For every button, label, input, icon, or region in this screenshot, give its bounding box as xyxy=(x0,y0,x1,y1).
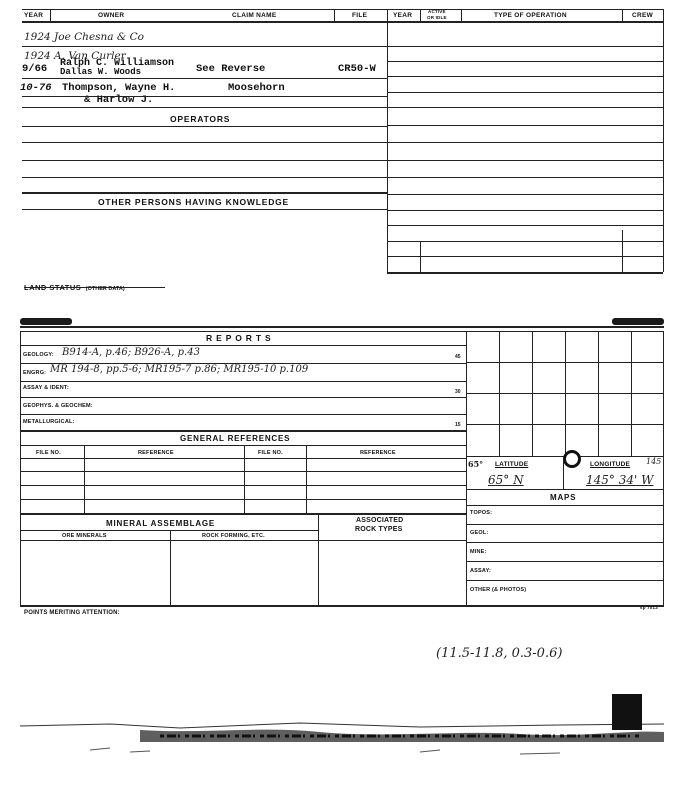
land-status-label: LAND STATUS xyxy=(24,283,82,292)
row-rule xyxy=(22,192,387,194)
coordinates-note: (11.5-11.8, 0.3-0.6) xyxy=(436,646,563,661)
lat-lon-sep xyxy=(563,457,564,489)
engrg-value: MR 194-8, pp.5-6; MR195-7 p.86; MR195-10 p.109 xyxy=(50,364,309,375)
col-year-2: YEAR xyxy=(393,12,413,19)
ref-col-reference: REFERENCE xyxy=(138,450,174,456)
grid-line xyxy=(466,424,663,425)
location-marker-icon xyxy=(563,450,581,468)
owner-4-names-2: & Harlow J. xyxy=(84,94,154,106)
row-rule xyxy=(20,397,466,398)
grid-line xyxy=(598,331,599,457)
lat-prefix: 65° xyxy=(468,459,484,469)
col-claim-name: CLAIM NAME xyxy=(232,12,277,19)
grid-line xyxy=(466,362,663,363)
row-rule xyxy=(20,530,318,531)
row-rule xyxy=(20,540,466,541)
row-rule xyxy=(20,471,466,472)
row-rule xyxy=(20,445,466,446)
reports-right-border xyxy=(663,331,664,605)
hdr-sep xyxy=(50,9,51,21)
maps-title: MAPS xyxy=(550,493,577,502)
right-row-rule xyxy=(387,107,663,108)
right-inner-sep xyxy=(420,241,421,272)
maps-other: OTHER (& PHOTOS) xyxy=(470,587,527,593)
reports-title-rule xyxy=(20,345,466,346)
location-grid xyxy=(466,331,663,457)
form-number: sp 7013 xyxy=(640,605,658,610)
associated-rock-types: ASSOCIATED xyxy=(356,517,404,524)
hdr-sep xyxy=(387,9,388,272)
col-file: FILE xyxy=(352,12,368,19)
n30: 30 xyxy=(455,389,461,395)
row-rule xyxy=(22,142,387,143)
row-rule xyxy=(22,209,387,210)
right-row-rule xyxy=(387,125,663,126)
mineral-assemblage-title: MINERAL ASSEMBLAGE xyxy=(106,519,216,528)
ref-sep xyxy=(306,445,307,513)
right-border xyxy=(663,9,664,272)
lon-suffix: 145 xyxy=(646,457,662,466)
row-rule xyxy=(466,580,663,581)
owner-3-names: Ralph C. Williamson xyxy=(60,58,175,69)
maps-assay: ASSAY: xyxy=(470,568,492,574)
row-rule xyxy=(466,505,663,506)
row-rule xyxy=(22,78,387,79)
grid-line xyxy=(466,393,663,394)
row-rule xyxy=(466,561,663,562)
row-rule xyxy=(22,107,387,108)
owner-3-names-2: Dallas W. Woods xyxy=(60,67,142,77)
reports-top-rule xyxy=(20,326,664,328)
col-crew: CREW xyxy=(632,12,654,19)
latitude-label: LATITUDE xyxy=(495,461,529,468)
n15: 15 xyxy=(455,422,461,428)
col-type-of-operation: TYPE OF OPERATION xyxy=(494,12,567,19)
right-row-rule xyxy=(387,61,663,62)
hdr-sep xyxy=(461,9,462,21)
hdr-sep xyxy=(334,9,335,21)
right-row-rule xyxy=(387,210,663,211)
right-row-rule xyxy=(387,142,663,143)
owner-3-file: CR50-W xyxy=(338,63,376,75)
row-rule xyxy=(20,485,466,486)
owner-3-date: 9/66 xyxy=(22,63,48,75)
row-rule xyxy=(22,46,387,47)
smudge xyxy=(20,318,72,325)
ore-minerals-label: ORE MINERALS xyxy=(62,533,107,539)
right-row-rule xyxy=(387,194,663,195)
row-rule xyxy=(466,542,663,543)
right-row-rule xyxy=(387,76,663,77)
operators-label: OPERATORS xyxy=(170,114,231,124)
col-owner: OWNER xyxy=(98,12,125,19)
row-rule xyxy=(466,524,663,525)
geology-label: GEOLOGY: xyxy=(23,352,54,358)
row-rule xyxy=(20,513,466,515)
maps-mine: MINE: xyxy=(470,549,487,555)
ref-col-reference-2: REFERENCE xyxy=(360,450,396,456)
scan-edge-noise xyxy=(0,690,678,770)
smudge xyxy=(612,318,664,325)
owner-4-date: 10-76 xyxy=(20,82,52,94)
ref-col-file-no-2: FILE NO. xyxy=(258,450,283,456)
grid-line xyxy=(631,331,632,457)
col-active-2: OR IDLE xyxy=(427,15,447,20)
row-rule xyxy=(22,177,387,178)
right-row-rule xyxy=(387,177,663,178)
ref-sep xyxy=(84,445,85,513)
hdr-sep xyxy=(622,9,623,21)
right-row-rule xyxy=(387,225,663,226)
ref-col-file-no: FILE NO. xyxy=(36,450,61,456)
grid-line xyxy=(565,331,566,457)
row-rule xyxy=(20,458,466,459)
right-inner-sep xyxy=(622,230,623,272)
assay-label: ASSAY & IDENT: xyxy=(23,385,69,391)
col-year: YEAR xyxy=(24,12,44,19)
rock-forming-label: ROCK FORMING, ETC. xyxy=(202,533,265,539)
right-row-rule xyxy=(387,160,663,161)
col-active: ACTIVE xyxy=(428,9,446,14)
mineral-sep xyxy=(170,530,171,605)
hdr-sep xyxy=(420,9,421,21)
grid-line xyxy=(532,331,533,457)
row-rule xyxy=(387,272,663,274)
reports-title: R E P O R T S xyxy=(206,333,272,343)
top-rule xyxy=(22,9,664,10)
geophys-label: GEOPHYS. & GEOCHEM: xyxy=(23,403,93,409)
right-row-rule xyxy=(387,92,663,93)
longitude-label: LONGITUDE xyxy=(590,461,631,468)
row-rule xyxy=(20,430,466,432)
knowledge-label: OTHER PERSONS HAVING KNOWLEDGE xyxy=(98,197,290,207)
n45: 45 xyxy=(455,354,461,360)
row-rule xyxy=(466,489,663,490)
row-rule xyxy=(20,499,466,500)
owner-entry-1: 1924 Joe Chesna & Co xyxy=(24,31,144,43)
land-status xyxy=(24,277,125,295)
land-status-underline xyxy=(24,287,165,288)
maps-topos: TOPOS: xyxy=(470,510,493,516)
ref-sep xyxy=(244,445,245,513)
owner-4-names: Thompson, Wayne H. xyxy=(62,82,176,94)
maps-geol: GEOL: xyxy=(470,530,489,536)
associated-rock-types-2: ROCK TYPES xyxy=(355,526,403,533)
latitude-value: 65° N xyxy=(488,473,524,487)
grid-line xyxy=(499,331,500,457)
points-meriting-attention: POINTS MERITING ATTENTION: xyxy=(24,610,120,616)
reports-bottom-rule xyxy=(20,605,664,607)
row-rule xyxy=(20,414,466,415)
row-rule xyxy=(22,96,387,97)
land-status-sub: (OTHER DATA) xyxy=(85,286,125,292)
owner-entry-2: 1924 A. Van Curler xyxy=(24,50,126,62)
reports-left-border xyxy=(20,331,21,605)
geology-value: B914-A, p.46; B926-A, p.43 xyxy=(62,347,200,358)
right-row-rule xyxy=(387,46,663,47)
row-rule xyxy=(22,160,387,161)
top-rule-2 xyxy=(22,21,664,23)
row-rule xyxy=(22,126,387,127)
owner-4-claim: Moosehorn xyxy=(228,82,285,94)
metallurgical-label: METALLURGICAL: xyxy=(23,419,75,425)
longitude-value: 145° 34' W xyxy=(586,473,654,487)
engrg-label: ENGRG: xyxy=(23,370,47,376)
owner-3-claim: See Reverse xyxy=(196,63,266,75)
mineral-sep xyxy=(318,513,319,605)
row-rule xyxy=(20,381,466,382)
general-references-title: GENERAL REFERENCES xyxy=(180,434,291,443)
